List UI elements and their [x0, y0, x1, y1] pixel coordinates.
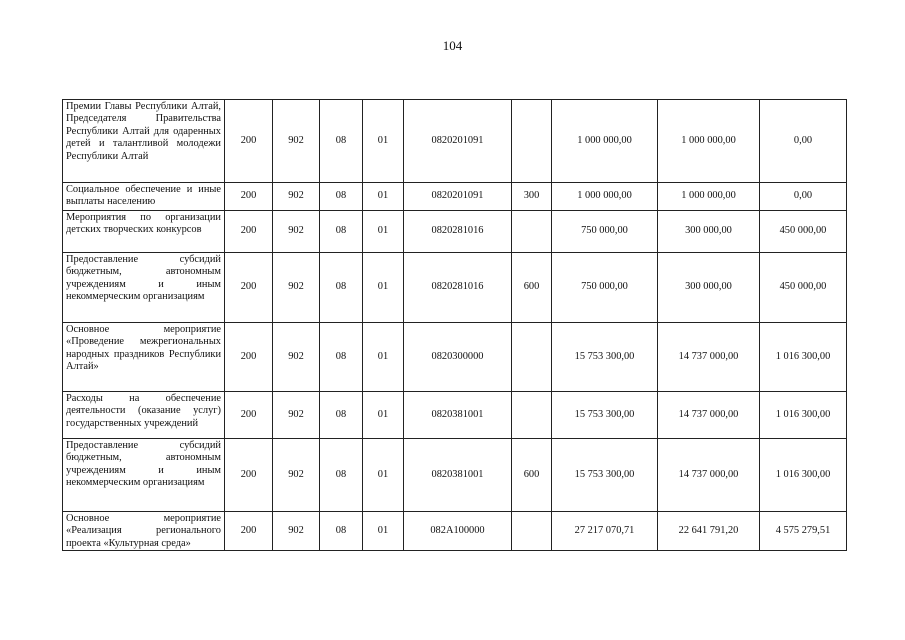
- table-row: [63, 512, 847, 551]
- section-cell: 08: [320, 211, 363, 253]
- amount1-cell: 1 000 000,00: [552, 183, 658, 211]
- amount1-cell: 1 000 000,00: [552, 100, 658, 183]
- amount1-cell: 15 753 300,00: [552, 323, 658, 392]
- amount1-cell: 750 000,00: [552, 253, 658, 323]
- table-row: [63, 211, 847, 253]
- row-name-cell: Мероприятия по организации детских творческих конкурсов: [63, 211, 225, 253]
- budget-table: [62, 99, 847, 551]
- expense-type-cell: [512, 512, 552, 551]
- amount2-cell: 14 737 000,00: [658, 439, 760, 512]
- row-name-cell: Основное мероприятие «Реализация регионального проекта «Культурная среда»: [63, 512, 225, 551]
- section-cell: 08: [320, 439, 363, 512]
- target-code-cell: 082A100000: [404, 512, 512, 551]
- code2-cell: 902: [273, 512, 320, 551]
- target-code-cell: 0820201091: [404, 100, 512, 183]
- row-name-cell: Предоставление субсидий бюджетным, автономным учреждениям и иным некоммерческим организациям: [63, 439, 225, 512]
- amount3-cell: 450 000,00: [760, 253, 847, 323]
- amount2-cell: 14 737 000,00: [658, 392, 760, 439]
- amount1-cell: 750 000,00: [552, 211, 658, 253]
- section-cell: 08: [320, 323, 363, 392]
- subsection-cell: 01: [363, 183, 404, 211]
- table-row: [63, 253, 847, 323]
- code1-cell: 200: [225, 439, 273, 512]
- expense-type-cell: 600: [512, 253, 552, 323]
- code1-cell: 200: [225, 183, 273, 211]
- code2-cell: 902: [273, 100, 320, 183]
- code1-cell: 200: [225, 392, 273, 439]
- amount3-cell: 450 000,00: [760, 211, 847, 253]
- subsection-cell: 01: [363, 211, 404, 253]
- table-row: [63, 439, 847, 512]
- code1-cell: 200: [225, 323, 273, 392]
- target-code-cell: 0820300000: [404, 323, 512, 392]
- target-code-cell: 0820281016: [404, 253, 512, 323]
- target-code-cell: 0820201091: [404, 183, 512, 211]
- amount2-cell: 22 641 791,20: [658, 512, 760, 551]
- amount2-cell: 14 737 000,00: [658, 323, 760, 392]
- section-cell: 08: [320, 100, 363, 183]
- subsection-cell: 01: [363, 392, 404, 439]
- amount3-cell: 1 016 300,00: [760, 323, 847, 392]
- amount3-cell: 0,00: [760, 100, 847, 183]
- code2-cell: 902: [273, 392, 320, 439]
- code2-cell: 902: [273, 253, 320, 323]
- amount2-cell: 1 000 000,00: [658, 100, 760, 183]
- table-row: [63, 392, 847, 439]
- code1-cell: 200: [225, 211, 273, 253]
- subsection-cell: 01: [363, 512, 404, 551]
- table-row: [63, 100, 847, 183]
- section-cell: 08: [320, 512, 363, 551]
- code2-cell: 902: [273, 439, 320, 512]
- row-name-cell: Основное мероприятие «Проведение межрегиональных народных праздников Республики Алтай»: [63, 323, 225, 392]
- expense-type-cell: [512, 392, 552, 439]
- amount3-cell: 4 575 279,51: [760, 512, 847, 551]
- row-name-cell: Предоставление субсидий бюджетным, автономным учреждениям и иным некоммерческим организациям: [63, 253, 225, 323]
- target-code-cell: 0820381001: [404, 392, 512, 439]
- expense-type-cell: [512, 211, 552, 253]
- row-name-cell: Премии Главы Республики Алтай, Председателя Правительства Республики Алтай для одаренных детей и талантливой молодежи Республики Алтай: [63, 100, 225, 183]
- expense-type-cell: [512, 323, 552, 392]
- page-number: 104: [442, 38, 463, 53]
- subsection-cell: 01: [363, 253, 404, 323]
- amount1-cell: 15 753 300,00: [552, 439, 658, 512]
- table-row: [63, 183, 847, 211]
- section-cell: 08: [320, 392, 363, 439]
- expense-type-cell: [512, 100, 552, 183]
- amount2-cell: 1 000 000,00: [658, 183, 760, 211]
- section-cell: 08: [320, 183, 363, 211]
- target-code-cell: 0820281016: [404, 211, 512, 253]
- amount2-cell: 300 000,00: [658, 253, 760, 323]
- subsection-cell: 01: [363, 323, 404, 392]
- amount2-cell: 300 000,00: [658, 211, 760, 253]
- amount1-cell: 15 753 300,00: [552, 392, 658, 439]
- code1-cell: 200: [225, 512, 273, 551]
- code2-cell: 902: [273, 323, 320, 392]
- row-name-cell: Расходы на обеспечение деятельности (оказание услуг) государственных учреждений: [63, 392, 225, 439]
- amount1-cell: 27 217 070,71: [552, 512, 658, 551]
- table-row: [63, 323, 847, 392]
- code1-cell: 200: [225, 253, 273, 323]
- subsection-cell: 01: [363, 100, 404, 183]
- code2-cell: 902: [273, 183, 320, 211]
- expense-type-cell: 300: [512, 183, 552, 211]
- subsection-cell: 01: [363, 439, 404, 512]
- target-code-cell: 0820381001: [404, 439, 512, 512]
- amount3-cell: 1 016 300,00: [760, 392, 847, 439]
- code1-cell: 200: [225, 100, 273, 183]
- row-name-cell: Социальное обеспечение и иные выплаты населению: [63, 183, 225, 211]
- section-cell: 08: [320, 253, 363, 323]
- expense-type-cell: 600: [512, 439, 552, 512]
- code2-cell: 902: [273, 211, 320, 253]
- amount3-cell: 1 016 300,00: [760, 439, 847, 512]
- amount3-cell: 0,00: [760, 183, 847, 211]
